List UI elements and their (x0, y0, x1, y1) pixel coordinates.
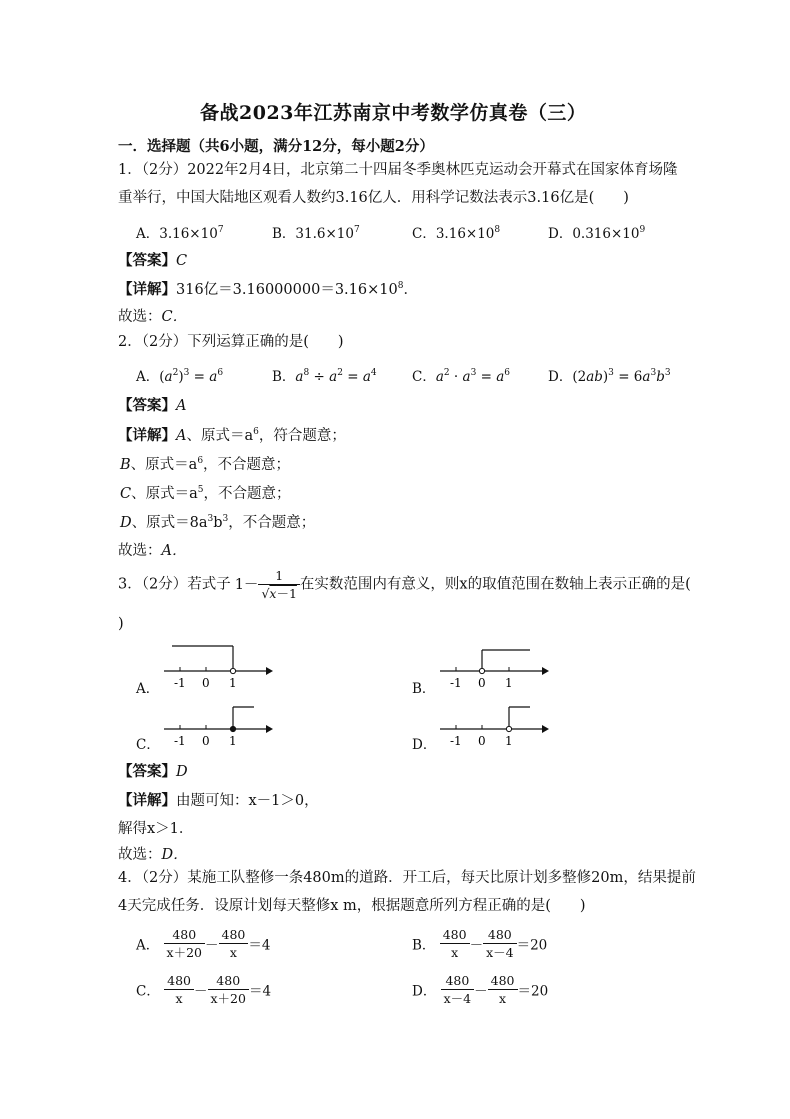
q3-detail: 【详解】由题可知：x－1＞0， (118, 792, 319, 809)
tick-label: 0 (202, 734, 210, 748)
q3-option-b-label: B． (412, 681, 436, 697)
q3-option-b-number-line (438, 643, 550, 693)
q2-option-c: C．$a^2 \cdot a^3 = a^6$ (412, 368, 511, 385)
q3-solve: 解得x＞1． (118, 821, 194, 837)
q3-choose: 故选：D． (118, 847, 188, 863)
q3-option-d-number-line (438, 701, 550, 751)
q2-detail-d: D、原式$=8a^3b^3$，不合题意； (120, 514, 316, 531)
q2-option-a: A．$(a^2)^3 = a^6$ (136, 368, 224, 385)
q4-option-c: C． $\frac{480}{x}$ － $\frac{480}{x+20}$ ＝4 (136, 973, 272, 1006)
section-header: 一．选择题（共6小题，满分12分，每小题2分） (118, 138, 434, 155)
q2-option-b: B．$a^8 \div a^2 = a^4$ (272, 368, 377, 385)
q3-option-c-number-line (162, 701, 274, 751)
question-4-line-2: 4天完成任务．设原计划每天整修x m，根据题意所列方程正确的是( ) (118, 898, 586, 914)
tick-label: 1 (229, 734, 237, 748)
q2-detail-c: C、原式$=a^5$，不合题意； (120, 485, 291, 502)
q3-answer: 【答案】D (118, 763, 188, 780)
question-1-line-2: 重举行，中国大陆地区观看人数约3.16亿人．用科学记数法表示3.16亿是( ) (118, 190, 629, 206)
q3-fraction: $\frac{1}{√x-1}$ (258, 567, 299, 602)
tick-label: -1 (450, 676, 462, 690)
q2-choose: 故选：A． (118, 543, 187, 559)
question-3-line-2: ) (118, 616, 124, 632)
q1-option-d: D．$0.316\times 10^9$ (548, 225, 646, 242)
question-3-line-1: 3．（2分）若式子 1－ $\frac{1}{√x-1}$ 在实数范围内有意义，则x的取值范围在数轴上表示正确的是( (118, 568, 691, 601)
q4-option-b: B． $\frac{480}{x}$ － $\frac{480}{x-4}$ ＝20 (412, 927, 548, 960)
tick-label: 1 (229, 676, 237, 690)
tick-label: -1 (174, 734, 186, 748)
q1-option-c: C．$3.16\times 10^8$ (412, 225, 501, 242)
tick-label: -1 (174, 676, 186, 690)
tick-label: 0 (478, 734, 486, 748)
q2-detail-b: B、原式$=a^6$，不合题意； (120, 456, 291, 473)
q1-option-b: B．$31.6\times 10^7$ (272, 225, 360, 242)
q4-option-a: A． $\frac{480}{x+20}$ － $\frac{480}{x}$ ＝4 (136, 927, 271, 960)
tick-label: -1 (450, 734, 462, 748)
q1-choose: 故选：C． (118, 309, 188, 325)
tick-label: 0 (478, 676, 486, 690)
q3-option-d-label: D． (412, 737, 437, 753)
question-2-line-1: 2．（2分）下列运算正确的是( ) (118, 334, 344, 350)
q2-detail-a: 【详解】A、原式$=a^6$，符合题意； (118, 427, 346, 444)
tick-label: 1 (505, 734, 513, 748)
tick-label: 0 (202, 676, 210, 690)
page-title: 备战2023年江苏南京中考数学仿真卷（三） (200, 102, 587, 124)
q2-option-d: D．$(2ab)^3 = 6a^3b^3$ (548, 368, 671, 385)
q2-answer: 【答案】A (118, 397, 187, 414)
tick-label: 1 (505, 676, 513, 690)
question-4-line-1: 4．（2分）某施工队整修一条480m的道路．开工后，每天比原计划多整修20m，结果提前 (118, 870, 696, 886)
question-1-line-1: 1．（2分）2022年2月4日，北京第二十四届冬季奥林匹克运动会开幕式在国家体育场隆 (118, 162, 678, 178)
q1-detail: 【详解】316亿$=3.16000000=3.16\times 10^8$． (118, 281, 418, 298)
q1-answer: 【答案】C (118, 252, 188, 269)
q1-option-a: A．$3.16\times 10^7$ (136, 225, 224, 242)
q3-option-c-label: C． (136, 737, 160, 753)
q3-option-a-label: A． (136, 681, 160, 697)
q4-option-d: D． $\frac{480}{x-4}$ － $\frac{480}{x}$ ＝20 (412, 973, 549, 1006)
q3-option-a-number-line (162, 643, 274, 693)
